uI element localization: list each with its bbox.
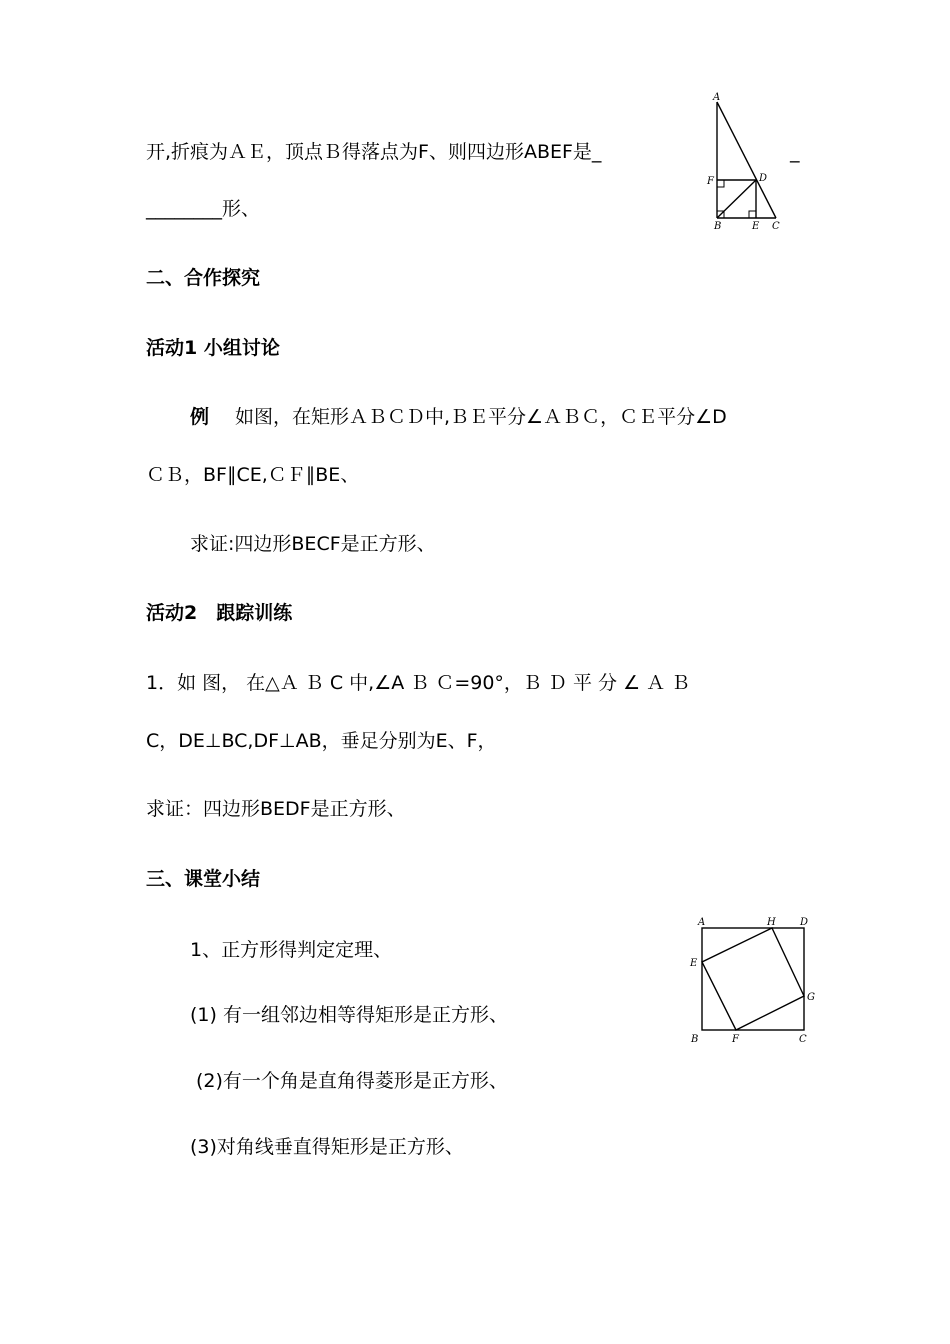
fig1-label-e: E [752,221,760,230]
fig2-outer-square [702,928,804,1030]
fig2-label-e: E [690,958,698,969]
example-text: 如图，在矩形ＡＢＣＤ中,ＢＥ平分∠ＡＢＣ，ＣＥ平分∠D [235,406,727,428]
summary-item-0: 1、正方形得判定定理、 [190,939,393,961]
triangle-fold-figure [700,90,790,230]
example-label: 例 [190,406,210,428]
inscribed-square-figure [686,912,816,1046]
summary-item-3: (3)对角线垂直得矩形是正方形、 [190,1136,464,1158]
activity-2-title: 活动2 跟踪训练 [146,602,293,624]
fig2-label-b: B [691,1034,699,1045]
fig2-label-g: G [807,992,815,1003]
fig2-inner-square [702,928,804,1030]
summary-item-2: (2)有一个角是直角得菱形是正方形、 [196,1070,508,1092]
fig2-label-f: F [732,1034,739,1045]
intro-line-1: 开,折痕为ＡＥ，顶点Ｂ得落点为F、则四边形ABEF是_ [146,141,602,163]
question-1-line-2: C，DE⊥BC,DF⊥AB，垂足分别为E、F， [146,730,497,752]
fig1-label-c: C [772,221,780,230]
fig1-seg-bd [717,180,756,218]
question-1-line-1: 1．如 图， 在△Ａ Ｂ C 中,∠A Ｂ Ｃ=90°，Ｂ Ｄ 平 分 ∠ Ａ Ｂ [146,672,691,694]
fig1-side-ac [717,102,776,218]
fig2-label-d: D [800,917,809,928]
example-line-1 [190,404,727,430]
section-heading-summary: 三、课堂小结 [146,868,261,890]
summary-item-1: (1) 有一组邻边相等得矩形是正方形、 [190,1004,508,1026]
fig1-right-angle-e [749,211,756,218]
fig2-label-c: C [799,1034,807,1045]
question-1-prove: 求证：四边形BEDF是正方形、 [146,798,406,820]
fig2-label-a: A [698,917,706,928]
fig1-label-b: B [714,221,722,230]
activity-1-title: 活动1 小组讨论 [146,337,280,359]
fig1-right-angle-f [717,180,724,187]
section-heading-cooperative: 二、合作探究 [146,267,261,289]
fig1-label-f: F [707,176,714,187]
intro-line-1-tail: _ [790,141,800,163]
intro-line-2: ________形、 [146,198,261,220]
fig1-label-d: D [759,173,768,184]
example-prove: 求证:四边形BECF是正方形、 [190,533,436,555]
fig1-label-a: A [713,92,721,103]
fig2-label-h: H [767,917,776,928]
example-line-2: ＣＢ，BF∥CE,ＣＦ∥BE、 [146,464,360,486]
